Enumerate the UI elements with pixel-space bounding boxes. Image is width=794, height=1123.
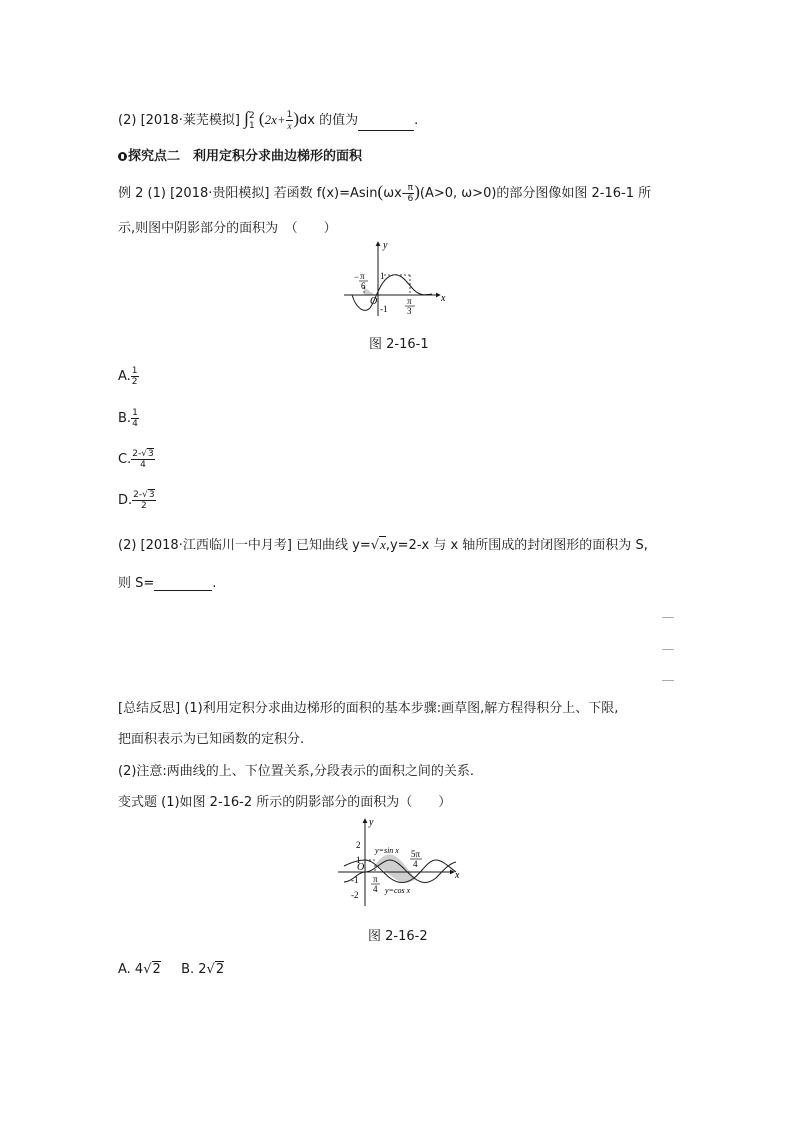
six-den: 6 <box>407 194 414 204</box>
y-label: y <box>383 240 388 251</box>
x-label: x <box>441 293 446 304</box>
neg-pi6-num: π <box>360 271 365 281</box>
margin-dash-3 <box>662 680 674 681</box>
part2-text: (2) [2018·江西临川一中月考] 已知曲线 y= <box>118 538 371 553</box>
example-2-line-1: 例 2 (1) [2018·贵阳模拟] 若函数 f(x)=Asin(ωx- $\frac{\pi}{6}$ )(A>0, ω>0)的部分图像如图 2-16-1 所 <box>118 182 652 204</box>
tick-neg-two: -2 <box>351 890 359 900</box>
section-title: 探究点二 利用定积分求曲边梯形的面积 <box>128 149 363 164</box>
pi3-num: π <box>407 296 412 306</box>
integrand-frac-den: x <box>287 121 292 131</box>
margin-dash-2 <box>662 649 674 650</box>
tick-two: 2 <box>356 840 361 850</box>
figure-2-16-2 <box>334 816 464 908</box>
tick-neg-one: -1 <box>351 875 359 885</box>
option-den: 4 <box>132 419 138 429</box>
example-2-line-2 <box>118 217 337 236</box>
part2-answer-label: 则 S= <box>118 576 155 591</box>
cos-label: y=cos x <box>385 886 411 895</box>
section-heading <box>118 145 362 164</box>
variant-options <box>118 962 224 977</box>
tick-one: 1 <box>356 855 361 865</box>
pi4-num: π <box>373 874 378 884</box>
question-number: (2) <box>118 113 137 128</box>
question-2-integral: (2) [2018·莱芜模拟] ∫ 2 1 (2x+ $\frac{1}{x}$ )dx 的值为 . <box>118 108 419 131</box>
option-label: D. <box>118 493 133 508</box>
option-c[interactable] <box>118 449 155 470</box>
answer-blank[interactable] <box>358 118 414 131</box>
option-num: 2-√ <box>132 449 147 459</box>
option-label: C. <box>118 452 132 467</box>
option-b[interactable] <box>118 408 139 429</box>
option-den: 4 <box>140 460 146 470</box>
example-text: 例 2 (1) [2018·贵阳模拟] 若函数 f(x)=Asin <box>118 186 378 201</box>
integral-lower: 1 <box>249 120 255 131</box>
neg-pi6-den: 6 <box>361 281 366 291</box>
tick-neg-one: -1 <box>380 304 388 314</box>
option-b-label: B. 2 <box>181 962 207 977</box>
option-num: 1 <box>131 366 138 376</box>
omega-x: ωx- <box>383 186 407 201</box>
option-b-sqrt: 2 <box>215 962 225 977</box>
summary-line-3: (2)注意:两曲线的上、下位置关系,分段表示的面积之间的关系. <box>118 764 475 779</box>
example-text-line2: 示,则图中阴影部分的面积为 （ ） <box>118 221 337 236</box>
figure-2-caption: 图 2-16-2 <box>368 929 428 944</box>
bullet-icon <box>118 152 127 161</box>
tick-one: 1 <box>380 271 385 281</box>
question-source: [2018·莱芜模拟] <box>140 113 240 128</box>
example-text-cont: (A>0, ω>0)的部分图像如图 2-16-1 所 <box>419 186 652 201</box>
sin-label: y=sin x <box>375 846 399 855</box>
y-label: y <box>369 817 374 828</box>
option-num: 1 <box>132 408 138 418</box>
example-2-part-2-line-2 <box>118 572 216 591</box>
dx: dx <box>299 113 315 128</box>
variant-question: 变式题 (1)如图 2-16-2 所示的阴影部分的面积为（ ） <box>118 795 452 810</box>
five-pi4-num: 5π <box>411 849 421 859</box>
integrand-left: 2x+ <box>264 112 286 127</box>
origin-label: O <box>357 862 365 873</box>
option-a-sqrt: 2 <box>152 962 161 977</box>
question-tail: 的值为 <box>319 113 359 128</box>
integral-upper: 2 <box>249 110 255 121</box>
option-a[interactable] <box>118 366 139 387</box>
pi3-den: 3 <box>407 306 412 316</box>
pi4-den: 4 <box>373 884 378 894</box>
option-label: A. <box>118 369 131 384</box>
figure-2-16-1 <box>340 238 452 318</box>
part2-text-cont: ,y=2-x 与 x 轴所围成的封闭图形的面积为 S, <box>385 538 648 553</box>
x-label: x <box>455 870 460 881</box>
option-den: 2 <box>131 377 138 387</box>
shaded-region <box>375 855 416 883</box>
margin-dash-1 <box>662 617 674 618</box>
option-label: B. <box>118 411 132 426</box>
origin-label: O <box>370 296 378 307</box>
option-sqrt: 3 <box>147 449 154 459</box>
option-den: 2 <box>141 501 147 511</box>
minus-sign: − <box>354 272 360 282</box>
example-2-part-2-line-1: (2) [2018·江西临川一中月考] 已知曲线 y=√x,y=2-x 与 x 轴所围成的封闭图形的面积为 S, <box>118 537 648 553</box>
option-num: 2-√ <box>133 490 148 500</box>
answer-blank-s[interactable] <box>154 578 212 591</box>
period: . <box>414 113 419 128</box>
pi-num: π <box>407 183 414 193</box>
sqrt-x: x <box>380 537 386 552</box>
period: . <box>212 576 217 591</box>
option-d[interactable] <box>118 490 156 511</box>
summary-line-2: 把面积表示为已知函数的定积分. <box>118 732 305 747</box>
option-sqrt: 3 <box>148 490 155 500</box>
integral-sign: ∫ <box>244 108 250 128</box>
option-a[interactable]: A. 4√2 <box>118 962 161 977</box>
shaded-region <box>364 287 378 295</box>
five-pi4-den: 4 <box>413 859 418 869</box>
option-a-label: A. 4 <box>118 962 144 977</box>
option-b[interactable]: B. 2√2 <box>181 962 225 977</box>
summary-line-1: [总结反思] (1)利用定积分求曲边梯形的面积的基本步骤:画草图,解方程得积分上、下限, <box>118 701 619 716</box>
figure-1-caption: 图 2-16-1 <box>369 337 429 352</box>
integrand-frac-num: 1 <box>286 110 293 120</box>
